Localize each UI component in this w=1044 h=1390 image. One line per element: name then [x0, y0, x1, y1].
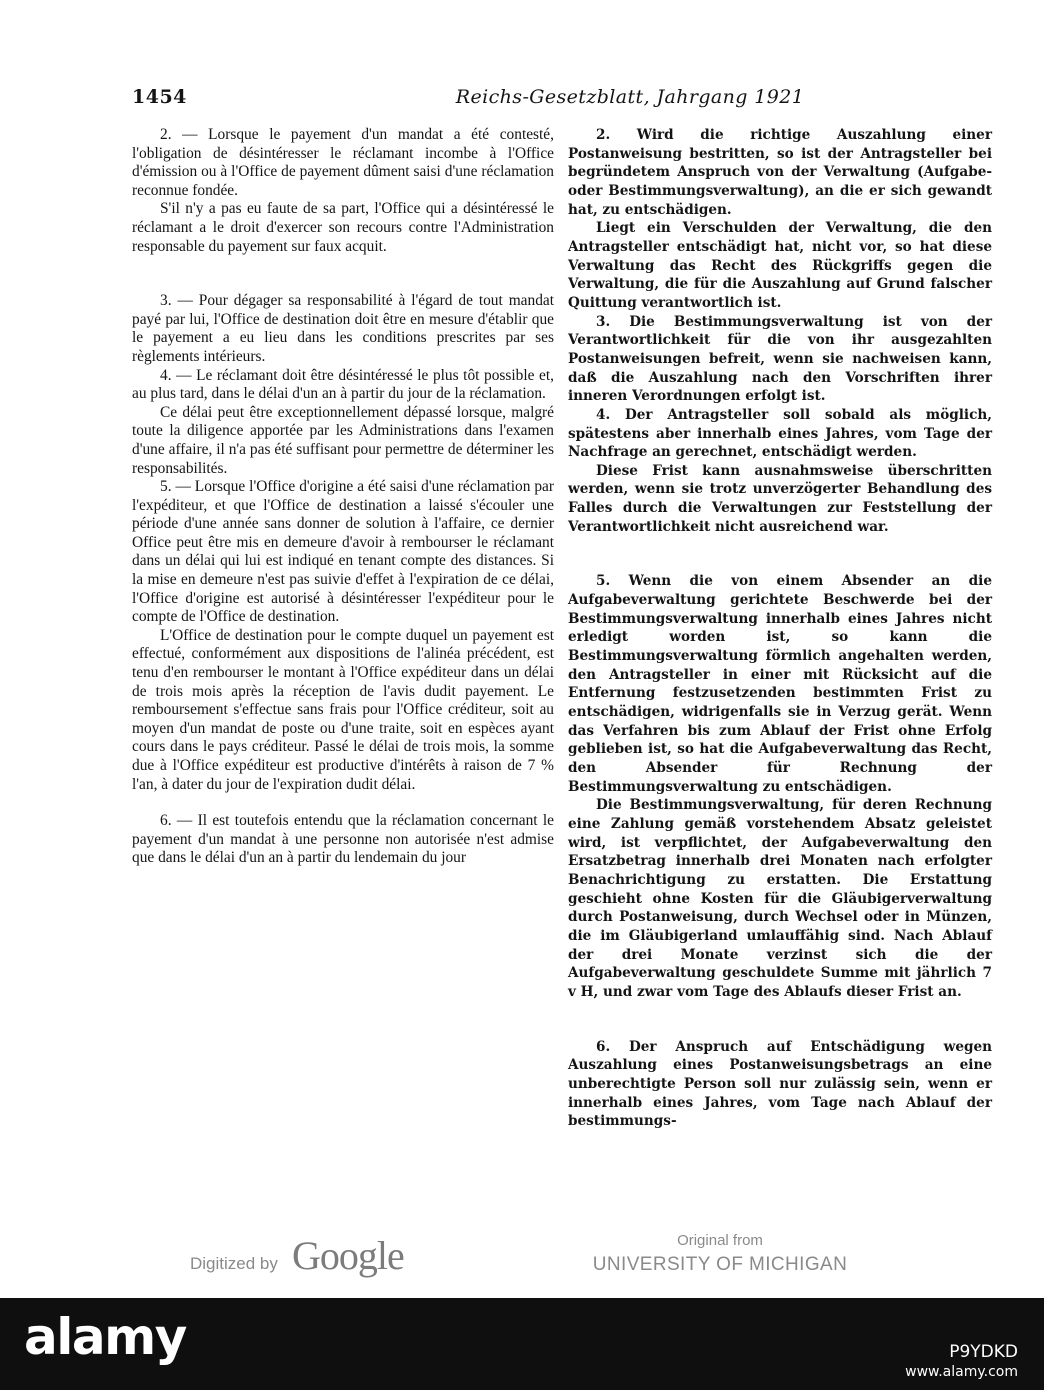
- de-paragraph-3: 3. Die Bestimmungsverwaltung ist von der Verantwortlichkeit für die von ihr ausgezahlten Postanweisungen befreit, wenn sie nachweisen kann, daß die Auszahlung nach den Vorschriften ihrer inneren Verordnungen erfolgt ist.: [568, 313, 992, 405]
- university-name: UNIVERSITY OF MICHIGAN: [592, 1254, 848, 1275]
- google-logo: Google: [292, 1233, 404, 1278]
- fr-paragraph-6: 6. — Il est toutefois entendu que la réclamation concernant le payement d'un mandat à une personne non autorisée n'est admise que dans le délai d'un an à partir du lendemain du jour: [132, 812, 554, 867]
- image-id: P9YDKD: [949, 1342, 1018, 1362]
- digitized-by-label: Digitized by: [190, 1254, 278, 1273]
- de-paragraph-2-sub: Liegt ein Verschulden der Verwaltung, die den Antragsteller entschädigt hat, nicht vor, so hat diese Verwaltung das Recht des Rückgriffs gegen die Verwaltung, die für die Auszahlung auf Grund falscher Quittung verantwortlich ist.: [568, 220, 992, 311]
- fr-paragraph-2-sub: S'il n'y a pas eu faute de sa part, l'Office qui a désintéressé le réclamant a le droit d'exercer son recours contre l'Administration responsable du payement sur faux acquit.: [132, 200, 554, 255]
- fr-paragraph-5: 5. — Lorsque l'Office d'origine a été saisi d'une réclamation par l'expéditeur, et que l'Office de destination a laissé s'écouler une période d'une année sans donner de solution à l'affaire, ce dernier Office peut être mis en demeure d'avoir à rembourser le réclamant dans un délai qui lui est indiqué en tenant compte des distances. Si la mise en demeure n'est pas suivie d'effet à l'expiration de ce délai, l'Office d'origine est autorisé à désintéresser l'expéditeur pour le compte de l'Office de destination.: [132, 478, 554, 626]
- fr-paragraph-3: 3. — Pour dégager sa responsabilité à l'égard de tout mandat payé par lui, l'Office de destination doit être en mesure d'établir que le payement a eu lieu dans les conditions prescrites par ses règlements intérieurs.: [132, 292, 554, 365]
- de-paragraph-6: 6. Der Anspruch auf Entschädigung wegen Auszahlung eines Postanweisungsbetrags an eine unberechtigte Person soll nur zulässig sein, wenn er innerhalb eines Jahres, vom Tage nach Ablauf der bestimmungs-: [568, 1038, 992, 1130]
- french-column: [132, 126, 554, 868]
- stock-banner: [0, 1298, 1044, 1390]
- de-paragraph-5-sub: Die Bestimmungsverwaltung, für deren Rechnung eine Zahlung gemäß vorstehendem Absatz geleistet wird, ist verpflichtet, der Aufgabeverwaltung den Ersatzbetrag innerhalb drei Monaten nach erfolgter Benachrichtigung zu erstatten. Die Erstattung geschieht ohne Kosten für die Gläubigerverwaltung durch Postanweisung, durch Wechsel oder in Münzen, die im Gläubigerland umlauffähig sind. Nach Ablauf der drei Monate verzinst sich die der Aufgabeverwaltung geschuldete Summe mit jährlich 7 v H, und zwar vom Tage des Ablaufs dieser Frist an.: [568, 797, 992, 1000]
- banner-url: www.alamy.com: [905, 1364, 1018, 1380]
- fr-paragraph-4: 4. — Le réclamant doit être désintéressé le plus tôt possible et, au plus tard, dans le délai d'un an à partir du jour de la réclamation.: [132, 366, 554, 403]
- original-from-label: Original from: [677, 1232, 763, 1249]
- fr-paragraph-5-sub: L'Office de destination pour le compte duquel un payement est effectué, conformément aux dispositions de l'alinéa précédent, est tenu d'en rembourser le montant à l'Office expéditeur dans un délai de trois mois après la réception de l'avis dudit payement. Le remboursement s'effectue sans frais pour l'Office créditeur, soit au moyen d'un mandat de poste ou d'une traite, soit en espèces ayant cours dans le pays créditeur. Passé le délai de trois mois, la somme due à l'Office expéditeur est productive d'intérêts à raison de 7 % l'an, à dater du jour de l'expiration dudit délai.: [132, 626, 554, 793]
- fr-paragraph-4-sub: Ce délai peut être exceptionnellement dépassé lorsque, malgré toute la diligence apportée par les Administrations dans l'examen d'une affaire, il n'a pas été suffisant pour permettre de déterminer les responsabilités.: [132, 403, 554, 477]
- de-paragraph-4-sub: Diese Frist kann ausnahmsweise überschritten werden, wenn sie trotz unverzögerter Behandlung des Falles durch die Verwaltungen zur Feststellung der Verantwortlichkeit nicht ausreichend war.: [568, 462, 992, 535]
- de-paragraph-2: 2. Wird die richtige Auszahlung einer Postanweisung bestritten, so ist der Antragsteller bei begründetem Anspruch von der Verwaltung (Aufgabe- oder Bestimmungsverwaltung), an die er sich gewandt hat, zu entschädigen.: [568, 127, 992, 218]
- page-number: 1454: [132, 86, 187, 108]
- fr-paragraph-2: 2. — Lorsque le payement d'un mandat a été contesté, l'obligation de désintéresser le réclamant incombe à l'Office d'émission ou à l'Office de payement dûment saisi d'une réclamation reconnue fondée.: [132, 126, 554, 199]
- de-paragraph-5: 5. Wenn die von einem Absender an die Aufgabeverwaltung gerichtete Beschwerde bei der Bestimmungsverwaltung innerhalb eines Jahres nicht erledigt worden ist, so kann die Bestimmungsverwaltung förmlich angehalten werden, den Antragsteller in einer mit Rücksicht auf die Entfernung festzusetzenden bestimmten Frist zu entschädigen, widrigenfalls sie in Verzug gerät. Wenn das Verfahren bis zum Ablauf der Frist ohne Erfolg geblieben ist, so hat die Aufgabeverwaltung das Recht, den Absender für Rechnung der Bestimmungsverwaltung zu entschädigen.: [568, 573, 992, 795]
- digitization-footer: [0, 1232, 1044, 1292]
- alamy-logo: alamy: [24, 1308, 186, 1366]
- german-column: [568, 126, 992, 1131]
- de-paragraph-4: 4. Der Antragsteller soll sobald als möglich, spätestens aber innerhalb eines Jahres, vom Tage der Nachfrage an gerechnet, entschädigt werden.: [568, 406, 992, 461]
- running-title: Reichs-Gesetzblatt, Jahrgang 1921: [455, 86, 805, 108]
